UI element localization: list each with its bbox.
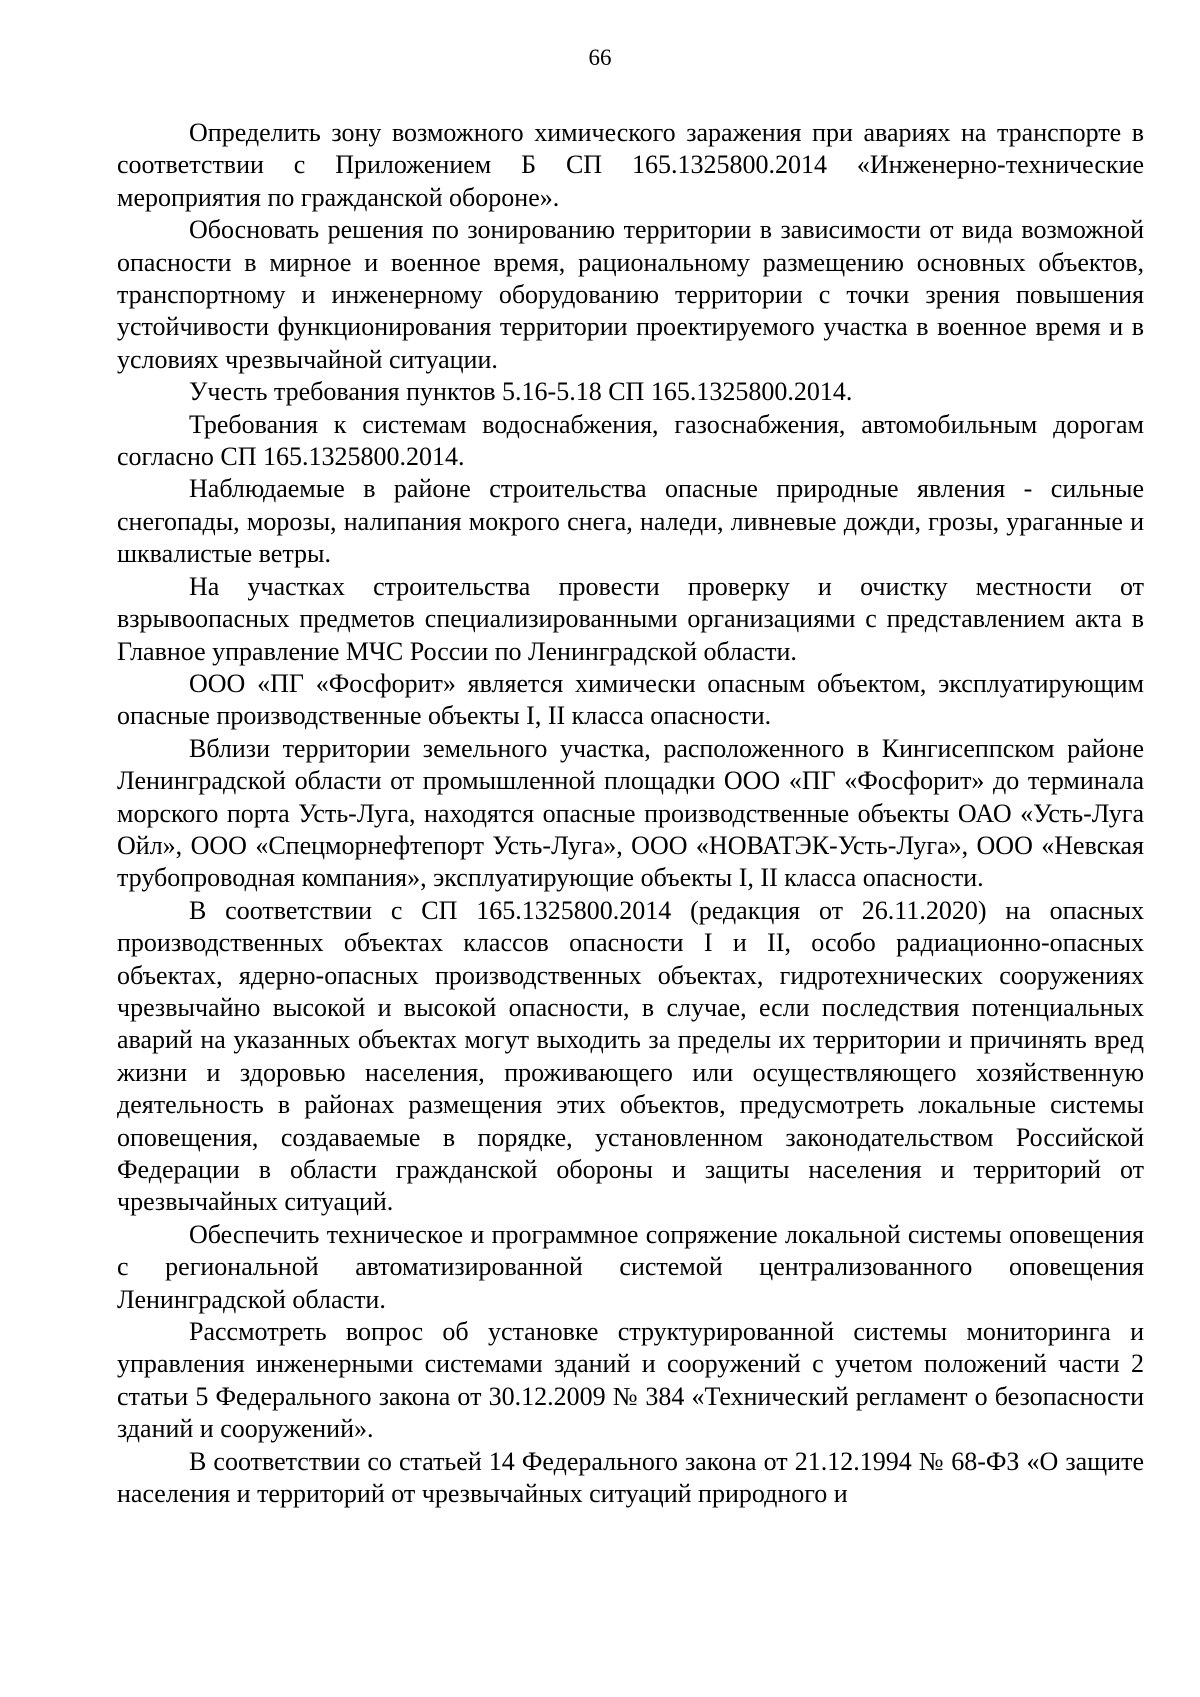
paragraph-requirements-points: Учесть требования пунктов 5.16-5.18 СП 165.1325800.2014. <box>189 377 853 407</box>
paragraph-warning-integration: Обеспечить техническое и программное сопряжение локальной системы оповещения с региональной автоматизированной системой централизованного оповещения Ленинградской области. <box>117 1219 1144 1314</box>
paragraph-monitoring-system: Рассмотреть вопрос об установке структурированной системы мониторинга и управления инженерными системами зданий и сооружений с учетом положений части 2 статьи 5 Федерального закона от 30.12.2009 № 384 «Технический регламент о безопасности зданий и сооружений». <box>117 1317 1144 1444</box>
paragraph-territory-zoning: Обосновать решения по зонированию территории в зависимости от вида возможной опасности в мирное и военное время, рациональному размещению основных объектов, транспортному и инженерному оборудованию территории с точки зрения повышения устойчивости функционирования территории проектируемого участка в военное время и в условиях чрезвычайной ситуации. <box>117 215 1144 374</box>
paragraph-natural-hazards: Наблюдаемые в районе строительства опасные природные явления - сильные снегопады, морозы, налипания мокрого снега, наледи, ливневые дожди, грозы, ураганные и шквалистые ветры. <box>117 474 1144 569</box>
paragraph-nearby-hazardous-objects: Вблизи территории земельного участка, расположенного в Кингисеппском районе Ленинградской области от промышленной площадки ООО «ПГ «Фосфорит» до терминала морского порта Усть-Луга, находятся опасные производственные объекты ОАО «Усть-Луга Ойл», ООО «Спецморнефтепорт Усть-Луга», ООО «НОВАТЭК-Усть-Луга», ООО «Невская трубопроводная компания», эксплуатирующие объекты I, II класса опасности. <box>117 733 1144 893</box>
paragraph-federal-law-68: В соответствии со статьей 14 Федерального закона от 21.12.1994 № 68-ФЗ «О защите населения и территорий от чрезвычайных ситуаций природного и <box>117 1446 1144 1509</box>
paragraph-explosive-objects-check: На участках строительства провести проверку и очистку местности от взрывоопасных предметов специализированными организациями с представлением акта в Главное управление МЧС России по Ленинградской области. <box>117 571 1144 666</box>
paragraph-chemical-contamination-zone: Определить зону возможного химического заражения при авариях на транспорте в соответствии с Приложением Б СП 165.1325800.2014 «Инженерно-технические мероприятия по гражданской обороне». <box>117 118 1144 212</box>
document-body <box>117 117 1144 1510</box>
page-number: 66 <box>588 45 612 70</box>
paragraph-local-warning-systems: В соответствии с СП 165.1325800.2014 (редакция от 26.11.2020) на опасных производственных объектах классов опасности I и II, особо радиационно-опасных объектах, ядерно-опасных производственных объектах, гидротехнических сооружениях чрезвычайно высокой и высокой опасности, в случае, если последствия потенциальных аварий на указанных объектах могут выходить за пределы их территории и причинять вред жизни и здоровью населения, проживающего или осуществляющего хозяйственную деятельность в районах размещения этих объектов, предусмотреть локальные системы оповещения, создаваемые в порядке, установленном законодательством Российской Федерации в области гражданской обороны и защиты населения и территорий от чрезвычайных ситуаций. <box>117 895 1144 1217</box>
paragraph-fosforit-hazard: ООО «ПГ «Фосфорит» является химически опасным объектом, эксплуатирующим опасные производственные объекты I, II класса опасности. <box>117 668 1144 731</box>
paragraph-water-gas-roads: Требования к системам водоснабжения, газоснабжения, автомобильным дорогам согласно СП 165.1325800.2014. <box>117 409 1144 472</box>
